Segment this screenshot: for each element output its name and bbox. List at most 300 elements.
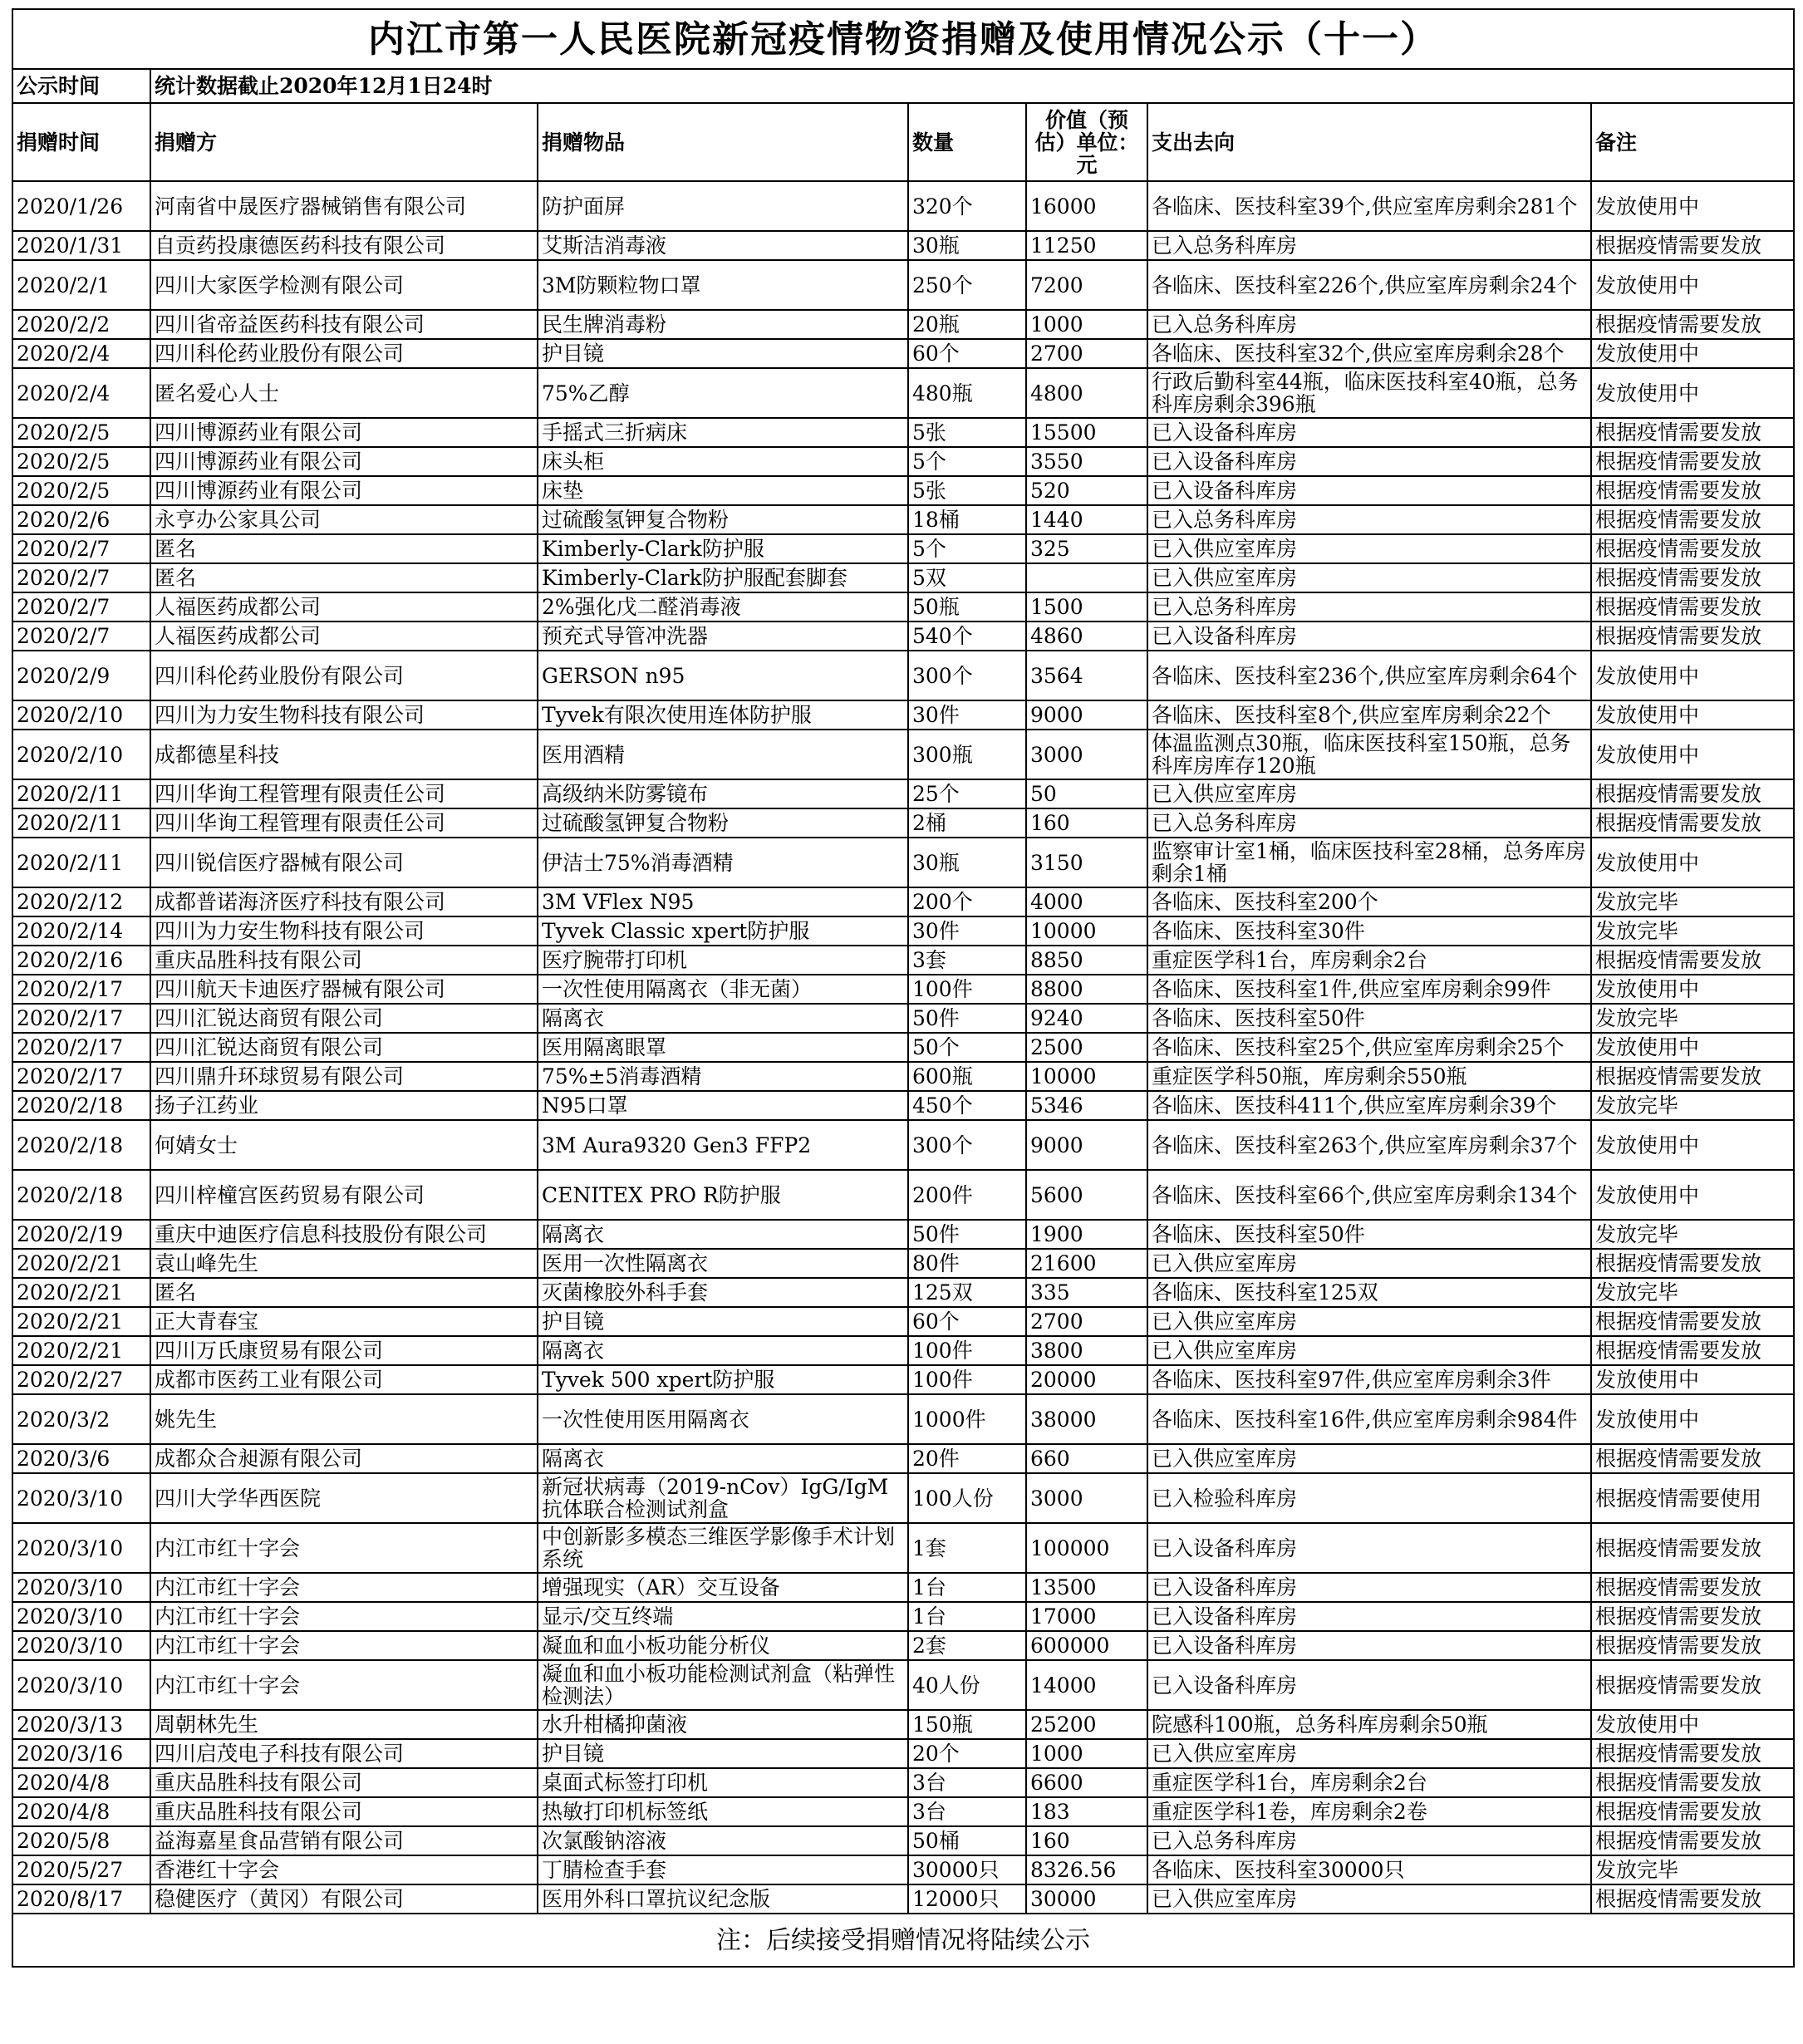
cell-usage: 已入供应室库房 bbox=[1147, 1444, 1591, 1473]
cell-donor: 袁山峰先生 bbox=[150, 1249, 538, 1278]
cell-usage: 已入总务科库房 bbox=[1147, 231, 1591, 260]
cell-qty: 100件 bbox=[908, 1365, 1026, 1394]
header-date: 捐赠时间 bbox=[12, 103, 150, 181]
table-row bbox=[12, 916, 1794, 946]
cell-qty: 50个 bbox=[908, 1033, 1026, 1062]
cell-qty: 150瓶 bbox=[908, 1710, 1026, 1739]
cell-usage: 已入总务科库房 bbox=[1147, 592, 1591, 622]
cell-qty: 5个 bbox=[908, 534, 1026, 563]
header-row bbox=[12, 103, 1794, 181]
table-row bbox=[12, 563, 1794, 592]
cell-item: 3M VFlex N95 bbox=[538, 887, 908, 916]
cell-note: 根据疫情需要使用 bbox=[1591, 1473, 1794, 1523]
cell-donor: 成都市医药工业有限公司 bbox=[150, 1365, 538, 1394]
cell-date: 2020/2/9 bbox=[12, 651, 150, 700]
cell-value: 1500 bbox=[1026, 592, 1147, 622]
cell-donor: 姚先生 bbox=[150, 1394, 538, 1444]
cell-donor: 内江市红十字会 bbox=[150, 1602, 538, 1631]
cell-date: 2020/2/16 bbox=[12, 946, 150, 975]
cell-qty: 60个 bbox=[908, 1307, 1026, 1336]
table-row bbox=[12, 808, 1794, 838]
table-row bbox=[12, 1394, 1794, 1444]
cell-item: 预充式导管冲洗器 bbox=[538, 622, 908, 651]
cell-date: 2020/2/5 bbox=[12, 418, 150, 447]
cell-value: 20000 bbox=[1026, 1365, 1147, 1394]
donation-table bbox=[12, 8, 1795, 1968]
cell-date: 2020/2/21 bbox=[12, 1278, 150, 1307]
header-value: 价值（预估）单位：元 bbox=[1026, 103, 1147, 181]
cell-donor: 稳健医疗（黄冈）有限公司 bbox=[150, 1884, 538, 1914]
cell-qty: 250个 bbox=[908, 260, 1026, 310]
cell-donor: 扬子江药业 bbox=[150, 1091, 538, 1120]
cell-qty: 200个 bbox=[908, 887, 1026, 916]
cell-value: 13500 bbox=[1026, 1573, 1147, 1602]
cell-qty: 125双 bbox=[908, 1278, 1026, 1307]
cell-note: 根据疫情需要发放 bbox=[1591, 231, 1794, 260]
cell-value: 3150 bbox=[1026, 838, 1147, 887]
cell-item: 过硫酸氢钾复合物粉 bbox=[538, 808, 908, 838]
cell-item: 热敏打印机标签纸 bbox=[538, 1797, 908, 1826]
cell-value: 15500 bbox=[1026, 418, 1147, 447]
cell-note: 根据疫情需要发放 bbox=[1591, 505, 1794, 534]
cell-note: 发放使用中 bbox=[1591, 1170, 1794, 1220]
cell-date: 2020/2/11 bbox=[12, 838, 150, 887]
cell-item: 伊洁士75%消毒酒精 bbox=[538, 838, 908, 887]
cell-note: 发放使用中 bbox=[1591, 975, 1794, 1004]
cell-date: 2020/2/6 bbox=[12, 505, 150, 534]
cell-value: 3000 bbox=[1026, 730, 1147, 779]
cell-note: 根据疫情需要发放 bbox=[1591, 808, 1794, 838]
cell-usage: 各临床、医技科室66个,供应室库房剩余134个 bbox=[1147, 1170, 1591, 1220]
cell-date: 2020/2/17 bbox=[12, 1062, 150, 1091]
cell-donor: 成都众合昶源有限公司 bbox=[150, 1444, 538, 1473]
cell-qty: 3套 bbox=[908, 946, 1026, 975]
cell-donor: 四川科伦药业股份有限公司 bbox=[150, 339, 538, 368]
cell-donor: 四川鼎升环球贸易有限公司 bbox=[150, 1062, 538, 1091]
table-row bbox=[12, 339, 1794, 368]
cell-value: 7200 bbox=[1026, 260, 1147, 310]
cell-usage: 已入供应室库房 bbox=[1147, 1884, 1591, 1914]
cell-qty: 25个 bbox=[908, 779, 1026, 808]
cell-date: 2020/2/5 bbox=[12, 447, 150, 476]
table-row bbox=[12, 1365, 1794, 1394]
cell-value: 4800 bbox=[1026, 368, 1147, 418]
table-row bbox=[12, 1826, 1794, 1855]
table-row bbox=[12, 418, 1794, 447]
footer-row bbox=[12, 1914, 1794, 1967]
cell-value: 8326.56 bbox=[1026, 1855, 1147, 1884]
cell-item: 灭菌橡胶外科手套 bbox=[538, 1278, 908, 1307]
table-row bbox=[12, 534, 1794, 563]
cell-note: 发放完毕 bbox=[1591, 1220, 1794, 1249]
footer-note: 注：后续接受捐赠情况将陆续公示 bbox=[12, 1914, 1794, 1967]
table-row bbox=[12, 476, 1794, 505]
cell-qty: 20件 bbox=[908, 1444, 1026, 1473]
cell-item: 护目镜 bbox=[538, 1307, 908, 1336]
cell-item: 医用隔离眼罩 bbox=[538, 1033, 908, 1062]
cell-donor: 四川梓橦宫医药贸易有限公司 bbox=[150, 1170, 538, 1220]
cell-donor: 永亨办公家具公司 bbox=[150, 505, 538, 534]
table-row bbox=[12, 622, 1794, 651]
cell-item: GERSON n95 bbox=[538, 651, 908, 700]
cell-qty: 540个 bbox=[908, 622, 1026, 651]
cell-usage: 各临床、医技科室236个,供应室库房剩余64个 bbox=[1147, 651, 1591, 700]
cell-donor: 四川启茂电子科技有限公司 bbox=[150, 1739, 538, 1768]
cell-note: 发放使用中 bbox=[1591, 368, 1794, 418]
cell-value: 4000 bbox=[1026, 887, 1147, 916]
cell-value: 17000 bbox=[1026, 1602, 1147, 1631]
cell-item: 隔离衣 bbox=[538, 1336, 908, 1365]
cell-note: 根据疫情需要发放 bbox=[1591, 1336, 1794, 1365]
cell-value: 520 bbox=[1026, 476, 1147, 505]
cell-value: 1000 bbox=[1026, 310, 1147, 339]
cell-value: 25200 bbox=[1026, 1710, 1147, 1739]
cell-qty: 300个 bbox=[908, 1120, 1026, 1170]
table-row bbox=[12, 1004, 1794, 1033]
cell-date: 2020/3/10 bbox=[12, 1602, 150, 1631]
table-row bbox=[12, 1884, 1794, 1914]
cell-qty: 100件 bbox=[908, 1336, 1026, 1365]
meta-row bbox=[12, 69, 1794, 103]
cell-donor: 匿名爱心人士 bbox=[150, 368, 538, 418]
cell-qty: 40人份 bbox=[908, 1660, 1026, 1710]
cell-usage: 各临床、医技科室263个,供应室库房剩余37个 bbox=[1147, 1120, 1591, 1170]
cell-item: 民生牌消毒粉 bbox=[538, 310, 908, 339]
cell-item: 护目镜 bbox=[538, 339, 908, 368]
cell-donor: 重庆中迪医疗信息科技股份有限公司 bbox=[150, 1220, 538, 1249]
cell-usage: 体温监测点30瓶，临床医技科室150瓶，总务科库房库存120瓶 bbox=[1147, 730, 1591, 779]
table-row bbox=[12, 1602, 1794, 1631]
cell-value: 1000 bbox=[1026, 1739, 1147, 1768]
cell-note: 根据疫情需要发放 bbox=[1591, 1602, 1794, 1631]
cell-item: 新冠状病毒（2019-nCov）IgG/IgM抗体联合检测试剂盒 bbox=[538, 1473, 908, 1523]
cell-usage: 重症医学科1台，库房剩余2台 bbox=[1147, 946, 1591, 975]
cell-value: 9000 bbox=[1026, 700, 1147, 730]
table-row bbox=[12, 1739, 1794, 1768]
cell-qty: 2套 bbox=[908, 1631, 1026, 1660]
cell-date: 2020/3/10 bbox=[12, 1573, 150, 1602]
cell-date: 2020/2/1 bbox=[12, 260, 150, 310]
cell-donor: 内江市红十字会 bbox=[150, 1573, 538, 1602]
cell-item: 75%±5消毒酒精 bbox=[538, 1062, 908, 1091]
cell-usage: 已入总务科库房 bbox=[1147, 1826, 1591, 1855]
cell-qty: 300个 bbox=[908, 651, 1026, 700]
cell-note: 根据疫情需要发放 bbox=[1591, 1307, 1794, 1336]
cell-value: 1900 bbox=[1026, 1220, 1147, 1249]
cell-donor: 四川省帝益医药科技有限公司 bbox=[150, 310, 538, 339]
cell-note: 根据疫情需要发放 bbox=[1591, 1797, 1794, 1826]
cell-qty: 12000只 bbox=[908, 1884, 1026, 1914]
cell-usage: 重症医学科1台，库房剩余2台 bbox=[1147, 1768, 1591, 1797]
cell-date: 2020/2/2 bbox=[12, 310, 150, 339]
cell-note: 发放使用中 bbox=[1591, 730, 1794, 779]
cell-item: 手摇式三折病床 bbox=[538, 418, 908, 447]
cell-value: 3564 bbox=[1026, 651, 1147, 700]
cell-note: 根据疫情需要发放 bbox=[1591, 1884, 1794, 1914]
cell-value: 5600 bbox=[1026, 1170, 1147, 1220]
table-row bbox=[12, 447, 1794, 476]
cell-usage: 行政后勤科室44瓶，临床医技科室40瓶，总务科库房剩余396瓶 bbox=[1147, 368, 1591, 418]
cell-usage: 已入设备科库房 bbox=[1147, 418, 1591, 447]
cell-usage: 各临床、医技科室226个,供应室库房剩余24个 bbox=[1147, 260, 1591, 310]
cell-date: 2020/2/4 bbox=[12, 368, 150, 418]
cell-qty: 60个 bbox=[908, 339, 1026, 368]
cell-value: 3800 bbox=[1026, 1336, 1147, 1365]
cell-item: Tyvek Classic xpert防护服 bbox=[538, 916, 908, 946]
cell-usage: 各临床、医技科室8个,供应室库房剩余22个 bbox=[1147, 700, 1591, 730]
cell-note: 发放使用中 bbox=[1591, 1365, 1794, 1394]
cell-date: 2020/5/27 bbox=[12, 1855, 150, 1884]
cell-qty: 80件 bbox=[908, 1249, 1026, 1278]
cell-usage: 已入供应室库房 bbox=[1147, 563, 1591, 592]
table-row bbox=[12, 1444, 1794, 1473]
cell-item: 医用外科口罩抗议纪念版 bbox=[538, 1884, 908, 1914]
cell-date: 2020/2/17 bbox=[12, 1004, 150, 1033]
cell-qty: 5双 bbox=[908, 563, 1026, 592]
cell-donor: 匿名 bbox=[150, 1278, 538, 1307]
table-row bbox=[12, 1797, 1794, 1826]
cell-qty: 5张 bbox=[908, 418, 1026, 447]
cell-note: 发放使用中 bbox=[1591, 700, 1794, 730]
cell-usage: 各临床、医技科室30件 bbox=[1147, 916, 1591, 946]
table-row bbox=[12, 1091, 1794, 1120]
cell-date: 2020/2/5 bbox=[12, 476, 150, 505]
cell-donor: 自贡药投康德医药科技有限公司 bbox=[150, 231, 538, 260]
cell-qty: 50桶 bbox=[908, 1826, 1026, 1855]
cell-donor: 内江市红十字会 bbox=[150, 1523, 538, 1573]
cell-note: 根据疫情需要发放 bbox=[1591, 1660, 1794, 1710]
cell-usage: 已入设备科库房 bbox=[1147, 1523, 1591, 1573]
cell-item: 隔离衣 bbox=[538, 1004, 908, 1033]
cell-note: 发放使用中 bbox=[1591, 1033, 1794, 1062]
table-row bbox=[12, 1855, 1794, 1884]
cell-qty: 50件 bbox=[908, 1004, 1026, 1033]
cell-qty: 30000只 bbox=[908, 1855, 1026, 1884]
cell-date: 2020/3/10 bbox=[12, 1631, 150, 1660]
table-row bbox=[12, 181, 1794, 231]
cell-value: 9000 bbox=[1026, 1120, 1147, 1170]
table-row bbox=[12, 1033, 1794, 1062]
cell-qty: 50件 bbox=[908, 1220, 1026, 1249]
cell-qty: 20个 bbox=[908, 1739, 1026, 1768]
table-row bbox=[12, 838, 1794, 887]
cell-date: 2020/2/14 bbox=[12, 916, 150, 946]
cell-value: 5346 bbox=[1026, 1091, 1147, 1120]
cell-note: 发放使用中 bbox=[1591, 838, 1794, 887]
cell-note: 发放使用中 bbox=[1591, 1710, 1794, 1739]
cell-date: 2020/2/21 bbox=[12, 1249, 150, 1278]
cell-donor: 四川科伦药业股份有限公司 bbox=[150, 651, 538, 700]
cell-date: 2020/2/17 bbox=[12, 975, 150, 1004]
table-row bbox=[12, 1336, 1794, 1365]
cell-date: 2020/2/10 bbox=[12, 700, 150, 730]
cell-item: Tyvek 500 xpert防护服 bbox=[538, 1365, 908, 1394]
cell-usage: 已入总务科库房 bbox=[1147, 808, 1591, 838]
cell-donor: 内江市红十字会 bbox=[150, 1631, 538, 1660]
cell-item: 艾斯洁消毒液 bbox=[538, 231, 908, 260]
cell-note: 根据疫情需要发放 bbox=[1591, 1739, 1794, 1768]
cell-donor: 益海嘉星食品营销有限公司 bbox=[150, 1826, 538, 1855]
cell-note: 根据疫情需要发放 bbox=[1591, 418, 1794, 447]
table-row bbox=[12, 946, 1794, 975]
cell-item: 凝血和血小板功能检测试剂盒（粘弹性检测法） bbox=[538, 1660, 908, 1710]
cell-donor: 匿名 bbox=[150, 534, 538, 563]
cell-item: 一次性使用医用隔离衣 bbox=[538, 1394, 908, 1444]
cell-note: 根据疫情需要发放 bbox=[1591, 1826, 1794, 1855]
cell-qty: 50瓶 bbox=[908, 592, 1026, 622]
cell-date: 2020/3/16 bbox=[12, 1739, 150, 1768]
cell-value: 2700 bbox=[1026, 339, 1147, 368]
cell-item: 凝血和血小板功能分析仪 bbox=[538, 1631, 908, 1660]
table-row bbox=[12, 1220, 1794, 1249]
cell-usage: 已入设备科库房 bbox=[1147, 1602, 1591, 1631]
cell-value: 600000 bbox=[1026, 1631, 1147, 1660]
cell-usage: 各临床、医技科室1件,供应室库房剩余99件 bbox=[1147, 975, 1591, 1004]
donation-rows bbox=[12, 181, 1794, 1914]
cell-qty: 1套 bbox=[908, 1523, 1026, 1573]
cell-value: 4860 bbox=[1026, 622, 1147, 651]
table-row bbox=[12, 1573, 1794, 1602]
cell-usage: 各临床、医技科411个,供应室库房剩余39个 bbox=[1147, 1091, 1591, 1120]
cell-date: 2020/3/2 bbox=[12, 1394, 150, 1444]
cell-date: 2020/2/7 bbox=[12, 622, 150, 651]
cell-usage: 已入设备科库房 bbox=[1147, 1660, 1591, 1710]
cell-note: 根据疫情需要发放 bbox=[1591, 622, 1794, 651]
cell-item: 3M Aura9320 Gen3 FFP2 bbox=[538, 1120, 908, 1170]
cell-usage: 各临床、医技科室50件 bbox=[1147, 1004, 1591, 1033]
cell-date: 2020/2/4 bbox=[12, 339, 150, 368]
cell-note: 发放完毕 bbox=[1591, 1855, 1794, 1884]
cell-usage: 已入设备科库房 bbox=[1147, 476, 1591, 505]
header-qty: 数量 bbox=[908, 103, 1026, 181]
table-row bbox=[12, 1278, 1794, 1307]
table-row bbox=[12, 1523, 1794, 1573]
cell-qty: 600瓶 bbox=[908, 1062, 1026, 1091]
cell-item: 护目镜 bbox=[538, 1739, 908, 1768]
cell-item: 过硫酸氢钾复合物粉 bbox=[538, 505, 908, 534]
cell-value: 100000 bbox=[1026, 1523, 1147, 1573]
cell-value: 50 bbox=[1026, 779, 1147, 808]
cell-note: 发放完毕 bbox=[1591, 887, 1794, 916]
cell-date: 2020/2/18 bbox=[12, 1170, 150, 1220]
cell-item: N95口罩 bbox=[538, 1091, 908, 1120]
table-row bbox=[12, 368, 1794, 418]
cell-qty: 300瓶 bbox=[908, 730, 1026, 779]
cell-usage: 各临床、医技科室30000只 bbox=[1147, 1855, 1591, 1884]
cell-value: 335 bbox=[1026, 1278, 1147, 1307]
cell-note: 发放完毕 bbox=[1591, 1278, 1794, 1307]
table-row bbox=[12, 260, 1794, 310]
cell-qty: 20瓶 bbox=[908, 310, 1026, 339]
cell-note: 发放使用中 bbox=[1591, 1120, 1794, 1170]
cell-date: 2020/2/27 bbox=[12, 1365, 150, 1394]
cell-usage: 已入设备科库房 bbox=[1147, 1573, 1591, 1602]
cell-donor: 正大青春宝 bbox=[150, 1307, 538, 1336]
cell-date: 2020/1/26 bbox=[12, 181, 150, 231]
cell-note: 根据疫情需要发放 bbox=[1591, 1573, 1794, 1602]
cell-date: 2020/2/7 bbox=[12, 563, 150, 592]
cell-donor: 四川锐信医疗器械有限公司 bbox=[150, 838, 538, 887]
table-row bbox=[12, 1170, 1794, 1220]
cell-note: 发放使用中 bbox=[1591, 260, 1794, 310]
cell-item: 床垫 bbox=[538, 476, 908, 505]
cell-donor: 四川为力安生物科技有限公司 bbox=[150, 916, 538, 946]
cell-note: 根据疫情需要发放 bbox=[1591, 476, 1794, 505]
cell-note: 根据疫情需要发放 bbox=[1591, 592, 1794, 622]
cell-usage: 各临床、医技科室200个 bbox=[1147, 887, 1591, 916]
cell-note: 根据疫情需要发放 bbox=[1591, 563, 1794, 592]
cell-usage: 重症医学科50瓶，库房剩余550瓶 bbox=[1147, 1062, 1591, 1091]
cell-date: 2020/1/31 bbox=[12, 231, 150, 260]
cell-date: 2020/2/11 bbox=[12, 779, 150, 808]
cell-note: 根据疫情需要发放 bbox=[1591, 310, 1794, 339]
cell-donor: 四川为力安生物科技有限公司 bbox=[150, 700, 538, 730]
cell-donor: 四川汇锐达商贸有限公司 bbox=[150, 1004, 538, 1033]
cell-donor: 重庆品胜科技有限公司 bbox=[150, 946, 538, 975]
table-row bbox=[12, 1249, 1794, 1278]
cell-qty: 30瓶 bbox=[908, 231, 1026, 260]
cell-donor: 香港红十字会 bbox=[150, 1855, 538, 1884]
table-row bbox=[12, 1710, 1794, 1739]
cell-value: 660 bbox=[1026, 1444, 1147, 1473]
page-title: 内江市第一人民医院新冠疫情物资捐赠及使用情况公示（十一） bbox=[12, 9, 1794, 69]
cell-item: 医用一次性隔离衣 bbox=[538, 1249, 908, 1278]
cell-qty: 30瓶 bbox=[908, 838, 1026, 887]
cell-value: 16000 bbox=[1026, 181, 1147, 231]
cell-date: 2020/3/6 bbox=[12, 1444, 150, 1473]
table-row bbox=[12, 505, 1794, 534]
cell-usage: 已入供应室库房 bbox=[1147, 779, 1591, 808]
cell-note: 发放完毕 bbox=[1591, 1004, 1794, 1033]
cell-item: 中创新影多模态三维医学影像手术计划系统 bbox=[538, 1523, 908, 1573]
cell-usage: 已入设备科库房 bbox=[1147, 622, 1591, 651]
cell-note: 根据疫情需要发放 bbox=[1591, 1631, 1794, 1660]
cell-note: 根据疫情需要发放 bbox=[1591, 946, 1794, 975]
cell-item: 水升柑橘抑菌液 bbox=[538, 1710, 908, 1739]
cell-donor: 四川博源药业有限公司 bbox=[150, 447, 538, 476]
cell-date: 2020/2/17 bbox=[12, 1033, 150, 1062]
cell-donor: 四川万氏康贸易有限公司 bbox=[150, 1336, 538, 1365]
cell-usage: 院感科100瓶，总务科库房剩余50瓶 bbox=[1147, 1710, 1591, 1739]
donation-sheet bbox=[12, 8, 1793, 1968]
cell-value: 3000 bbox=[1026, 1473, 1147, 1523]
cell-item: 次氯酸钠溶液 bbox=[538, 1826, 908, 1855]
cell-donor: 四川博源药业有限公司 bbox=[150, 418, 538, 447]
table-row bbox=[12, 1062, 1794, 1091]
cell-donor: 周朝林先生 bbox=[150, 1710, 538, 1739]
cell-note: 发放使用中 bbox=[1591, 1394, 1794, 1444]
cell-qty: 480瓶 bbox=[908, 368, 1026, 418]
cell-qty: 1台 bbox=[908, 1602, 1026, 1631]
table-row bbox=[12, 1768, 1794, 1797]
cell-date: 2020/4/8 bbox=[12, 1768, 150, 1797]
cell-date: 2020/2/7 bbox=[12, 534, 150, 563]
cell-date: 2020/2/18 bbox=[12, 1120, 150, 1170]
cell-donor: 四川大学华西医院 bbox=[150, 1473, 538, 1523]
cell-item: CENITEX PRO R防护服 bbox=[538, 1170, 908, 1220]
cell-item: 高级纳米防雾镜布 bbox=[538, 779, 908, 808]
cell-value: 38000 bbox=[1026, 1394, 1147, 1444]
cell-usage: 各临床、医技科室50件 bbox=[1147, 1220, 1591, 1249]
cell-value: 8800 bbox=[1026, 975, 1147, 1004]
cell-note: 发放使用中 bbox=[1591, 339, 1794, 368]
cell-qty: 100件 bbox=[908, 975, 1026, 1004]
cell-item: 防护面屏 bbox=[538, 181, 908, 231]
cell-date: 2020/5/8 bbox=[12, 1826, 150, 1855]
cell-value: 2700 bbox=[1026, 1307, 1147, 1336]
cell-item: 隔离衣 bbox=[538, 1444, 908, 1473]
cell-qty: 3台 bbox=[908, 1797, 1026, 1826]
